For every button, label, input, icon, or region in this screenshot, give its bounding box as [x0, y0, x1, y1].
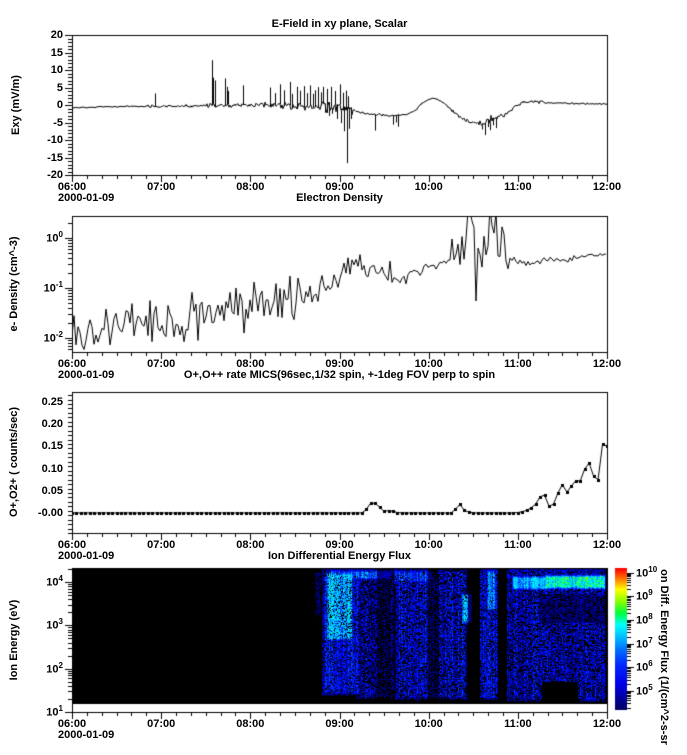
colorbar-tick-label: $10^{10}$	[636, 564, 658, 580]
panel2-y-axis-label: e- Density (cm^-3)	[8, 236, 20, 332]
x-tick-label: 10:00	[414, 718, 443, 730]
y-tick-label: 0.20	[41, 418, 63, 431]
y-tick-label: $10^4$	[46, 574, 63, 589]
panel2-title: Electron Density	[296, 192, 383, 204]
x-tick-label: 10:00	[414, 181, 443, 193]
panel3-y-axis-label: O+,O2+ ( counts/sec)	[8, 406, 20, 518]
y-tick-label: -0.00	[37, 506, 63, 519]
colorbar-tick-label: $10^6$	[636, 659, 653, 675]
panel4-title: Ion Differential Energy Flux	[267, 550, 412, 562]
x-tick-label: 06:00	[57, 358, 87, 370]
x-tick-label: 12:00	[592, 181, 622, 193]
x-tick-label: 10:00	[414, 539, 443, 551]
y-tick-label: 5	[56, 81, 63, 94]
y-tick-label: 0.15	[41, 440, 63, 453]
x-tick-label: 07:00	[147, 539, 176, 551]
x-tick-label: 10:00	[414, 358, 443, 370]
x-tick-label: 07:00	[147, 718, 176, 730]
panel4-date-label: 2000-01-09	[58, 729, 115, 741]
x-tick-label: 09:00	[325, 539, 354, 551]
panel1-y-axis-label: Exy (mV/m)	[10, 75, 22, 135]
x-tick-label: 08:00	[236, 718, 265, 730]
panel3-date-label: 2000-01-09	[58, 550, 115, 562]
y-tick-label: $10^3$	[46, 617, 63, 633]
y-tick-label: -20	[47, 169, 63, 181]
y-tick-label: 0.05	[41, 484, 63, 497]
x-tick-label: 12:00	[592, 539, 622, 551]
x-tick-label: 08:00	[236, 181, 265, 193]
y-tick-label: $10^1$	[46, 704, 63, 719]
y-tick-label: 20	[50, 29, 63, 41]
x-tick-label: 07:00	[147, 358, 176, 370]
x-tick-label: 09:00	[325, 181, 354, 193]
y-tick-label: 15	[50, 46, 63, 59]
x-tick-label: 07:00	[147, 181, 176, 193]
x-tick-label: 08:00	[236, 539, 265, 551]
y-tick-label: 10	[50, 64, 63, 76]
x-tick-label: 11:00	[504, 718, 532, 730]
panel1-title: E-Field in xy plane, Scalar	[271, 18, 408, 30]
colorbar-tick-label: $10^9$	[636, 588, 653, 604]
x-tick-label: 09:00	[325, 718, 354, 730]
x-tick-label: 12:00	[592, 358, 622, 370]
y-tick-label: 0.10	[41, 462, 63, 475]
y-tick-label: 0	[56, 99, 63, 111]
colorbar-tick-label: $10^8$	[636, 612, 653, 627]
x-tick-label: 06:00	[57, 718, 87, 730]
x-tick-label: 11:00	[504, 181, 532, 193]
panel4-y-axis-label: Ion Energy (eV)	[8, 599, 20, 681]
colorbar-tick-label: $10^5$	[636, 683, 653, 698]
y-tick-label: $10^2$	[46, 660, 63, 676]
x-tick-label: 06:00	[57, 181, 87, 193]
colorbar-title: on Diff. Energy Flux (1/(cm^2-s-sr	[658, 569, 670, 745]
panel1-date-label: 2000-01-09	[58, 192, 115, 204]
x-tick-label: 11:00	[504, 539, 532, 551]
x-tick-label: 12:00	[592, 718, 622, 730]
x-tick-label: 11:00	[504, 358, 532, 370]
y-tick-label: -15	[47, 151, 63, 164]
y-tick-label: $10^{-2}$	[43, 330, 63, 345]
y-tick-label: -5	[53, 116, 63, 129]
x-tick-label: 09:00	[325, 358, 354, 370]
y-tick-label: $10^{-1}$	[43, 280, 63, 295]
panel3-title: O+,O++ rate MICS(96sec,1/32 spin, +-1deg FOV perp to spin	[183, 369, 496, 381]
x-tick-label: 08:00	[236, 358, 265, 370]
colorbar-tick-label: $10^7$	[636, 635, 653, 651]
panel2-date-label: 2000-01-09	[58, 369, 115, 381]
x-tick-label: 06:00	[57, 539, 87, 551]
y-tick-label: $10^0$	[46, 230, 63, 245]
y-tick-label: 0.25	[41, 395, 63, 408]
y-tick-label: -10	[47, 134, 63, 146]
